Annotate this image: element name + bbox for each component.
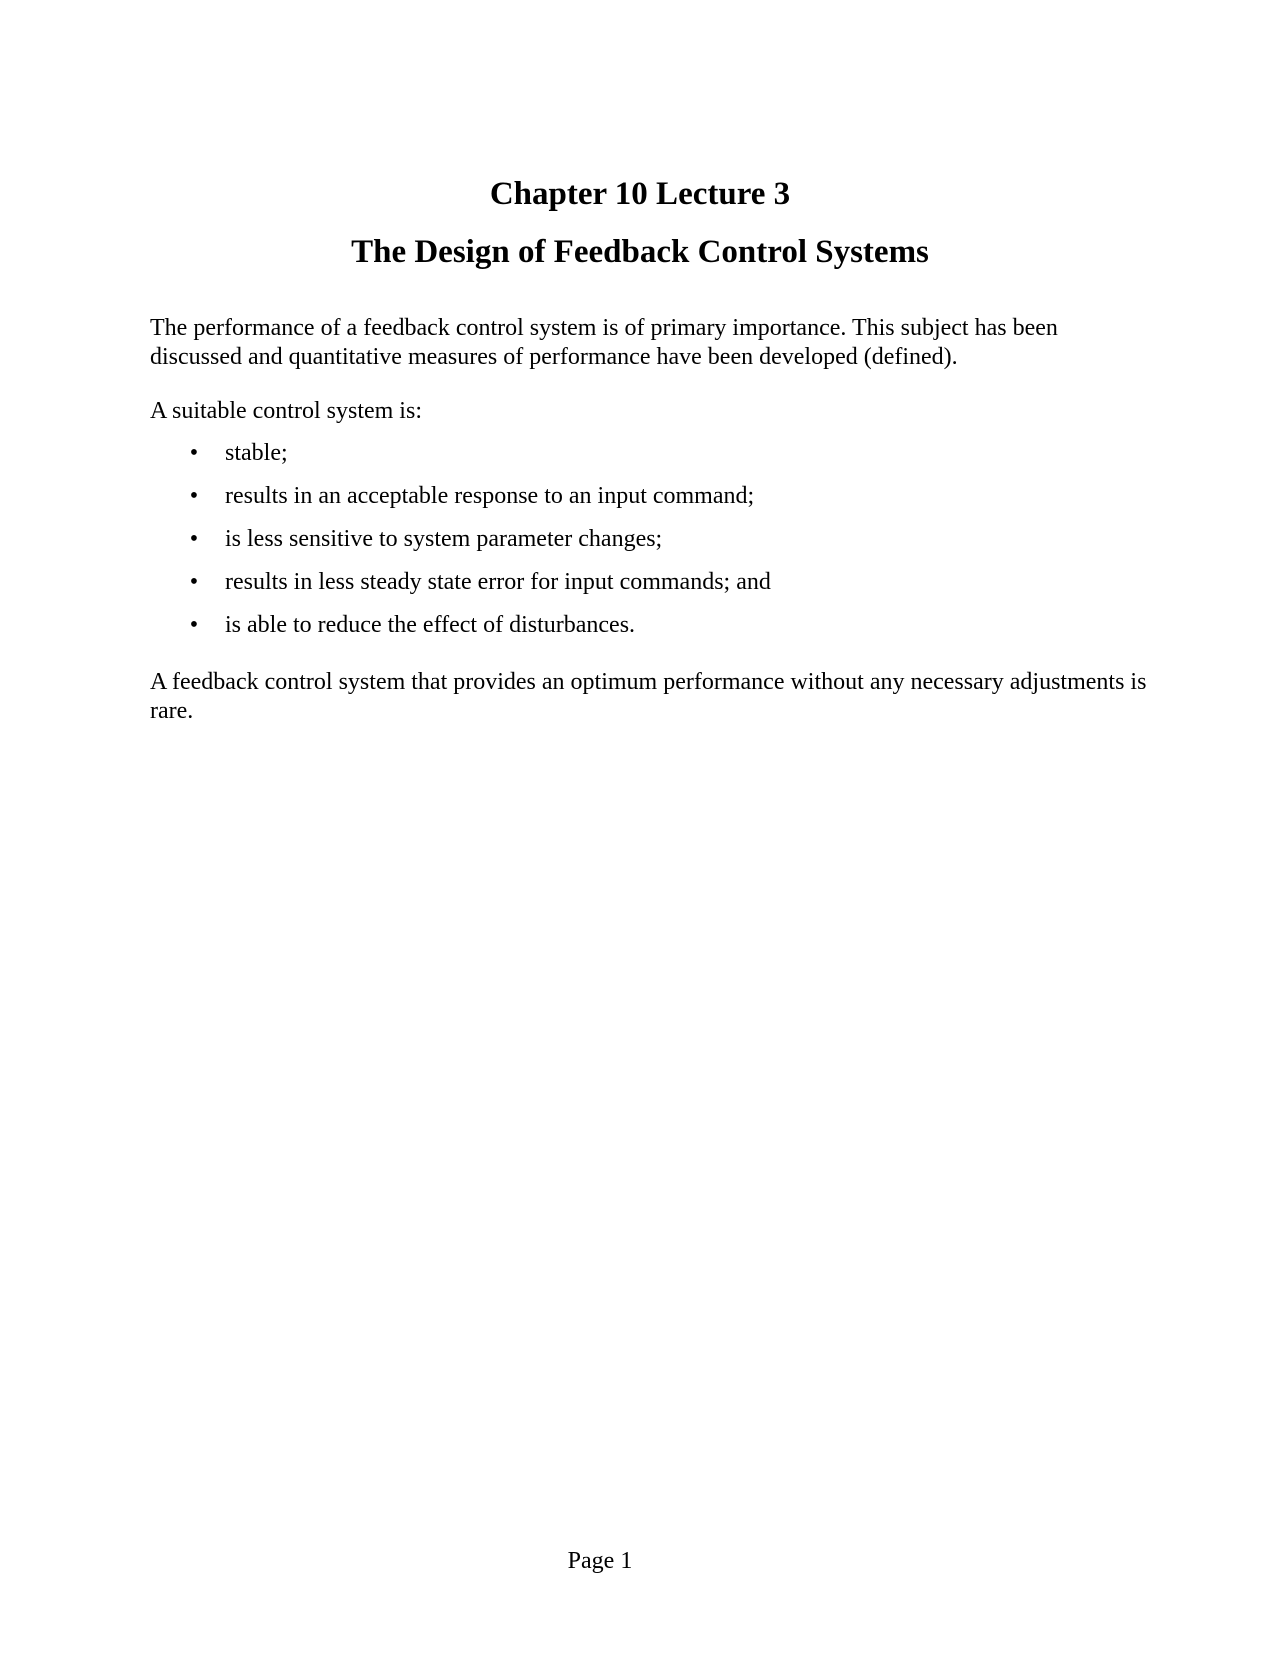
list-item-text: results in less steady state error for input commands; and [225,569,771,595]
bullet-icon: • [189,612,199,638]
list-item-text: is less sensitive to system parameter changes; [225,526,663,552]
list-item-text: stable; [225,440,288,466]
document-title: Chapter 10 Lecture 3 [489,176,791,212]
list-item [150,611,1150,654]
list-item [150,525,1150,568]
lead-in-text: A suitable control system is: [150,398,422,424]
list-item [150,482,1150,525]
bullet-icon: • [189,526,199,552]
bullet-icon: • [189,483,199,509]
list-item [150,439,1150,482]
intro-paragraph: The performance of a feedback control system is of primary importance. This subject has been discussed and quantitative measures of performance have been developed (defined). [150,315,1058,370]
list-item-text: results in an acceptable response to an input command; [225,483,755,509]
list-item-text: is able to reduce the effect of disturbances. [225,612,636,638]
requirements-list [150,439,1150,654]
bullet-icon: • [189,569,199,595]
list-item [150,568,1150,611]
page-number: Page 1 [567,1548,633,1574]
document-subtitle: The Design of Feedback Control Systems [351,234,929,270]
closing-paragraph: A feedback control system that provides an optimum performance without any necessary adjustments is rare. [150,669,1147,724]
bullet-icon: • [189,440,199,466]
